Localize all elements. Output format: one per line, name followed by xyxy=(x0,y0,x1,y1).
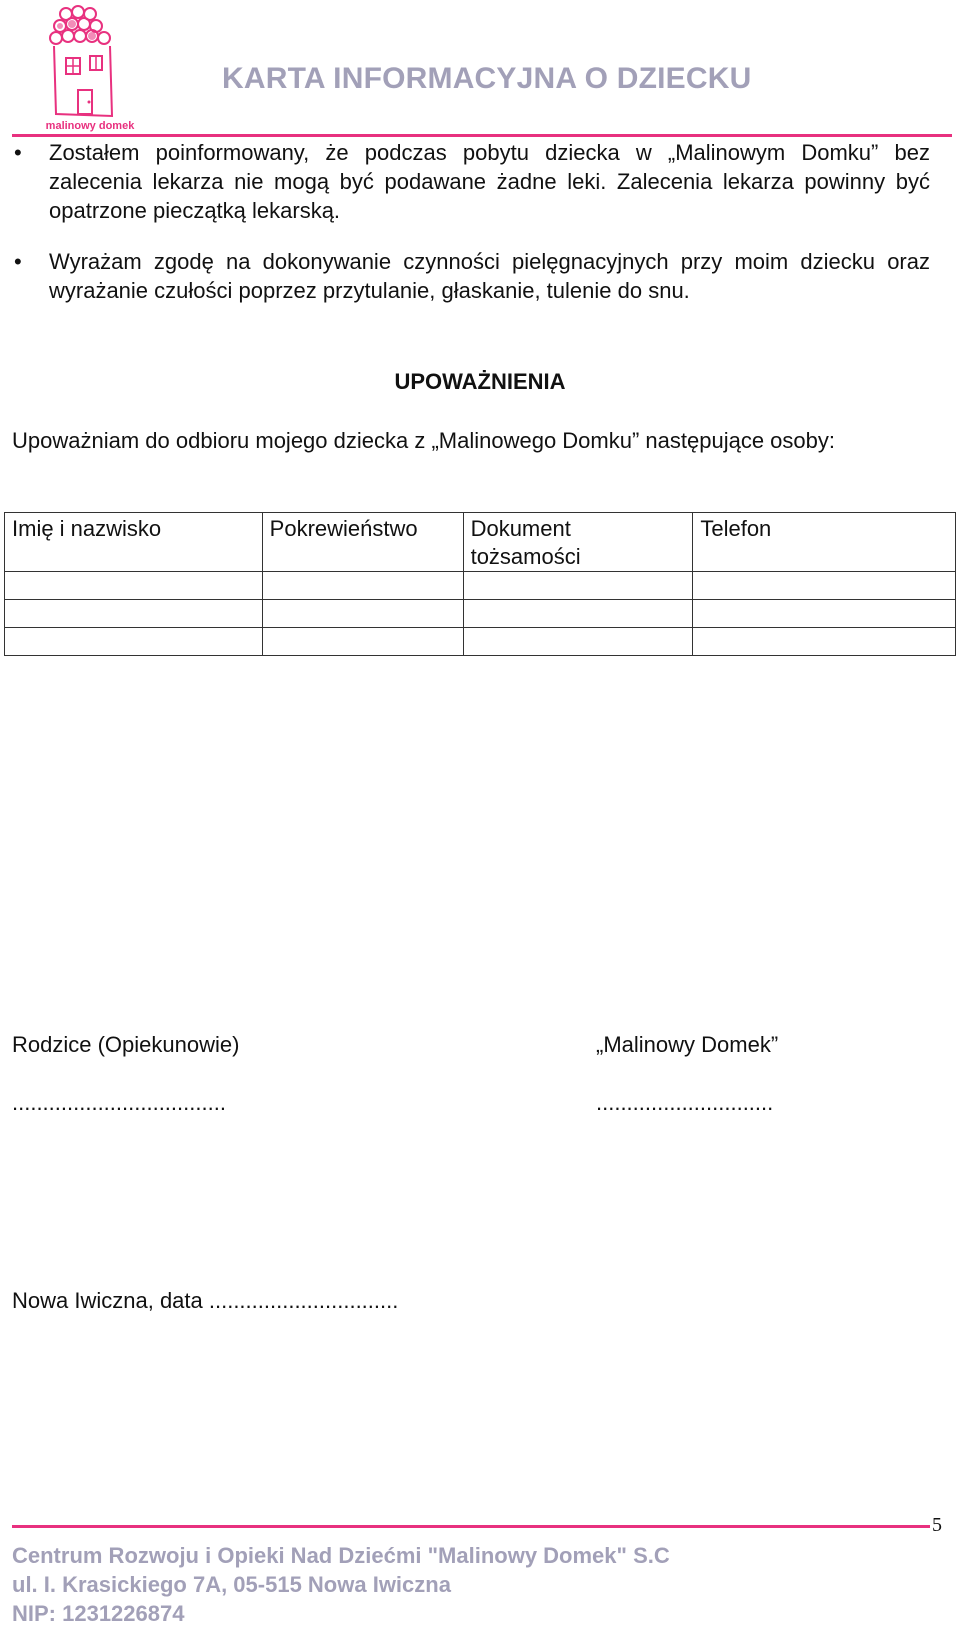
page-number: 5 xyxy=(932,1514,942,1536)
footer-company-name: Centrum Rozwoju i Opieki Nad Dziećmi "Malinowy Domek" S.C xyxy=(12,1543,670,1568)
institution-signature-label: „Malinowy Domek” xyxy=(596,1032,779,1057)
footer-tax-id: NIP: 1231226874 xyxy=(12,1601,185,1626)
bullet-text: Wyrażam zgodę na dokonywanie czynności pielęgnacyjnych przy moim dziecku oraz wyrażanie czułości poprzez przytulanie, głaskanie, tulenie do snu. xyxy=(49,249,930,303)
column-header-id-document: Dokument tożsamości xyxy=(463,513,693,572)
table-cell[interactable] xyxy=(463,572,693,600)
table-cell[interactable] xyxy=(693,572,956,600)
logo xyxy=(36,4,144,136)
footer-address: ul. I. Krasickiego 7A, 05-515 Nowa Iwiczna xyxy=(12,1572,451,1597)
column-header-relationship: Pokrewieństwo xyxy=(262,513,463,572)
table-cell[interactable] xyxy=(262,628,463,656)
list-item xyxy=(0,138,960,225)
parents-signature-line[interactable]: ................................... xyxy=(12,1090,226,1115)
table-cell[interactable] xyxy=(693,628,956,656)
parents-signature-label: Rodzice (Opiekunowie) xyxy=(12,1032,240,1057)
header-divider xyxy=(12,134,952,137)
table-cell[interactable] xyxy=(5,628,263,656)
table-header-row xyxy=(5,513,956,572)
consent-list xyxy=(0,138,960,327)
footer-divider xyxy=(12,1525,930,1528)
bullet-icon: • xyxy=(14,249,22,274)
table-cell[interactable] xyxy=(463,628,693,656)
table-cell[interactable] xyxy=(262,572,463,600)
table-cell[interactable] xyxy=(5,572,263,600)
table-cell[interactable] xyxy=(262,600,463,628)
logo-text: malinowy domek xyxy=(45,120,135,132)
institution-signature-line[interactable]: ............................. xyxy=(596,1090,774,1115)
table-cell[interactable] xyxy=(5,600,263,628)
column-header-phone: Telefon xyxy=(693,513,956,572)
table-row xyxy=(5,628,956,656)
bullet-text: Zostałem poinformowany, że podczas pobytu dziecka w „Malinowym Domku” bez zalecenia lekarza nie mogą być podawane żadne leki. Zalecenia lekarza powinny być opatrzone pieczątką lekarską. xyxy=(49,140,930,223)
place-date-line[interactable]: Nowa Iwiczna, data ............................... xyxy=(12,1288,399,1313)
list-item xyxy=(0,247,960,305)
table-row xyxy=(5,572,956,600)
column-header-name: Imię i nazwisko xyxy=(5,513,263,572)
bullet-icon: • xyxy=(14,140,22,165)
table-cell[interactable] xyxy=(693,600,956,628)
section-title: UPOWAŻNIENIA xyxy=(394,369,566,394)
table-row xyxy=(5,600,956,628)
house-logo-icon xyxy=(36,4,144,124)
table-cell[interactable] xyxy=(463,600,693,628)
page-title: KARTA INFORMACYJNA O DZIECKU xyxy=(222,62,752,95)
authorized-persons-table xyxy=(4,512,956,656)
authorization-intro: Upoważniam do odbioru mojego dziecka z „Malinowego Domku” następujące osoby: xyxy=(12,428,835,453)
